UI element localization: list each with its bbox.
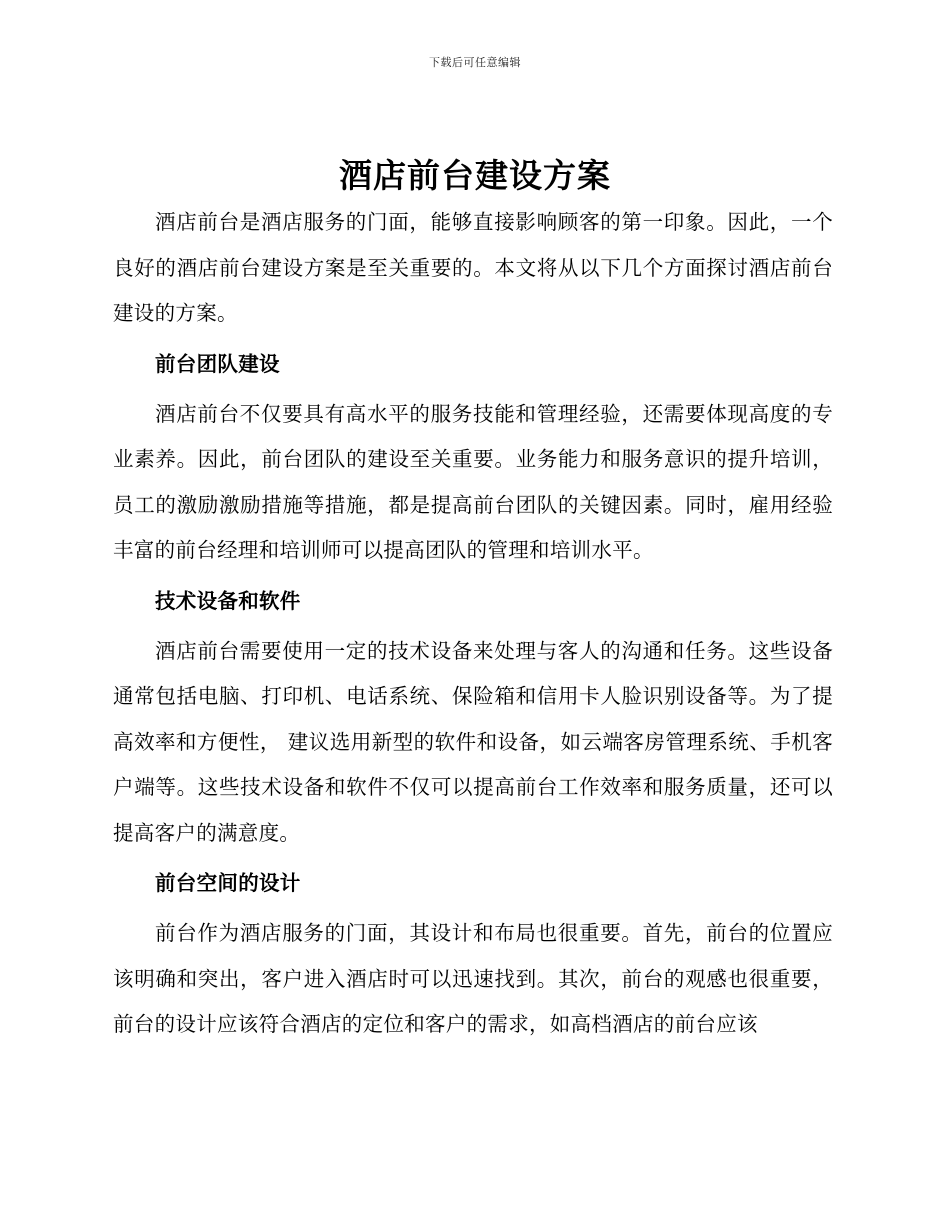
section-paragraph-equipment: 酒店前台需要使用一定的技术设备来处理与客人的沟通和任务。这些设备通常包括电脑、打印机、电话系统、保险箱和信用卡人脸识别设备等。为了提高效率和方便性， 建议选用新型的软件和设备，如云端客房管理系统、手机客户端等。这些技术设备和软件不仅可以提高前台工作效率和服务质量，还可以提高客户的满意度。	[113, 638, 833, 845]
document-title: 酒店前台建设方案	[339, 156, 611, 195]
section-heading-space: 前台空间的设计	[155, 871, 301, 895]
document-body	[113, 200, 833, 1048]
section-heading-equipment: 技术设备和软件	[155, 588, 301, 613]
section-paragraph-space: 前台作为酒店服务的门面，其设计和布局也很重要。首先，前台的位置应该明确和突出，客户进入酒店时可以迅速找到。其次，前台的观感也很重要，前台的设计应该符合酒店的定位和客户的需求，如高档酒店的前台应该	[113, 921, 833, 1036]
intro-paragraph: 酒店前台是酒店服务的门面，能够直接影响顾客的第一印象。因此，一个良好的酒店前台建设方案是至关重要的。本文将从以下几个方面探讨酒店前台建设的方案。	[113, 210, 833, 325]
section-paragraph-team: 酒店前台不仅要具有高水平的服务技能和管理经验，还需要体现高度的专业素养。因此，前台团队的建设至关重要。业务能力和服务意识的提升培训，员工的激励激励措施等措施，都是提高前台团队的关键因素。同时，雇用经验丰富的前台经理和培训师可以提高团队的管理和培训水平。	[113, 401, 833, 562]
header-note: 下载后可任意编辑	[429, 56, 521, 69]
section-heading-team: 前台团队建设	[155, 351, 280, 376]
